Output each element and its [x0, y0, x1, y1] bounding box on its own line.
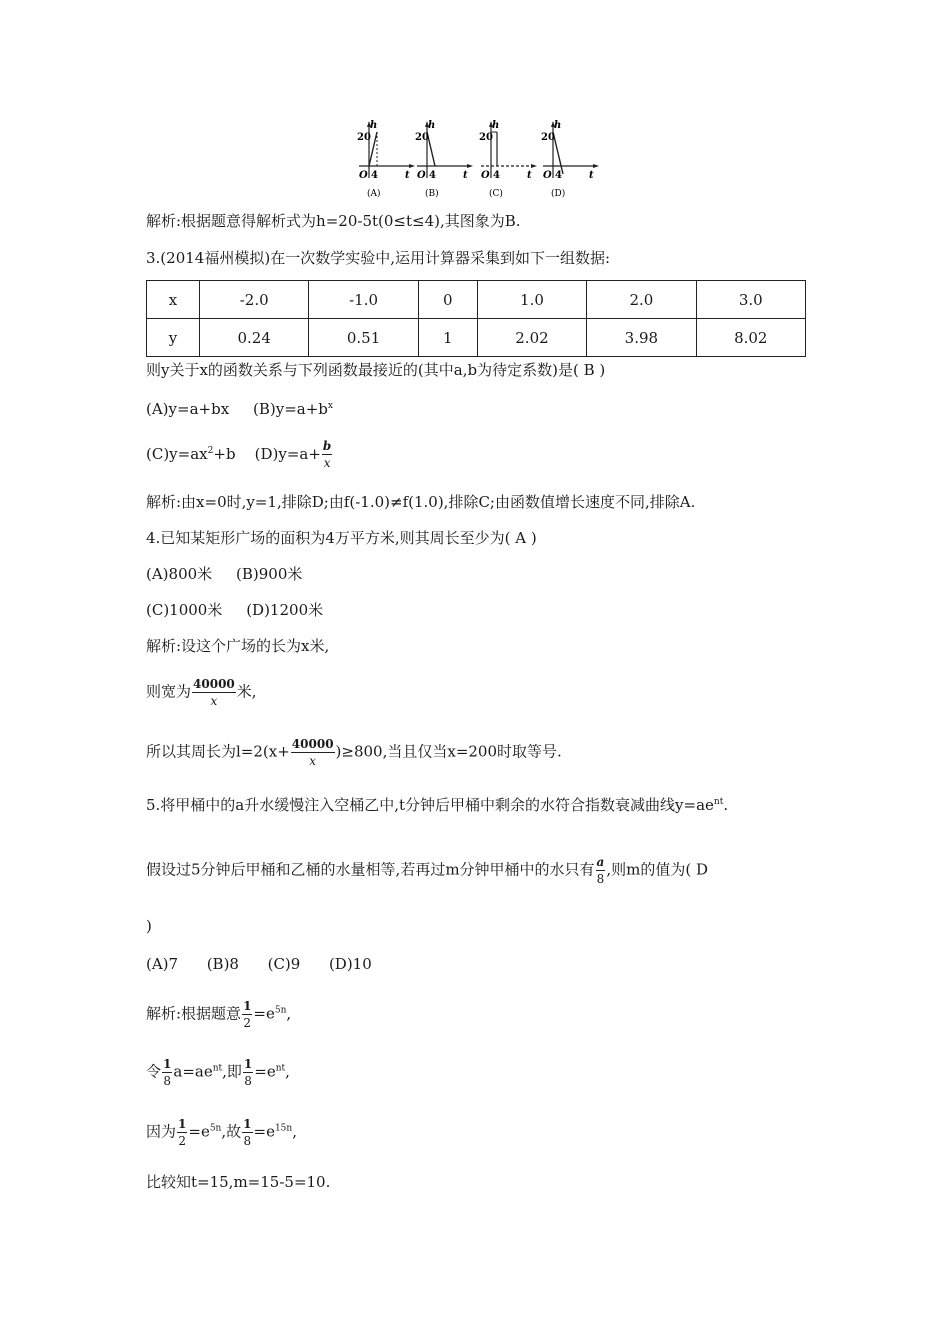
svg-text:20: 20	[479, 132, 493, 143]
fraction: $\frac{40000}{x}$	[291, 737, 334, 768]
graph-a	[355, 118, 415, 200]
svg-text:(D): (D)	[551, 189, 566, 199]
answer-graphs	[355, 118, 605, 200]
q5-solution-4: 比较知t=15,m=15-5=10.	[146, 1173, 331, 1191]
table-cell: 3.98	[587, 319, 696, 357]
svg-text:t: t	[405, 170, 410, 181]
fraction: $\frac{a}{8}$	[596, 855, 605, 886]
svg-text:h: h	[492, 120, 500, 131]
q4-stem: 4.已知某矩形广场的面积为4万平方米,则其周长至少为( A )	[146, 529, 537, 547]
graph-d	[539, 118, 599, 200]
q4-option-c: (C)1000米	[146, 601, 223, 619]
table-cell: 0.24	[200, 319, 309, 357]
table-cell: 2.02	[477, 319, 586, 357]
graph-b	[413, 118, 473, 200]
svg-text:t: t	[463, 170, 468, 181]
graph-d-plot	[539, 118, 599, 200]
q5-stem: 5.将甲桶中的a升水缓慢注入空桶乙中,t分钟后甲桶中剩余的水符合指数衰减曲线$y=ae^{nt}$.	[146, 796, 729, 814]
svg-text:O: O	[481, 170, 490, 181]
svg-text:4: 4	[371, 170, 378, 181]
q2-solution: 解析:根据题意得解析式为h=20-5t(0≤t≤4),其图象为B.	[146, 212, 521, 230]
q3-options-ab	[146, 396, 333, 419]
q4-options-ab	[146, 564, 302, 584]
fraction: $\frac{1}{2}$	[178, 1117, 187, 1148]
svg-text:(A): (A)	[367, 189, 381, 199]
table-cell: 1	[418, 319, 477, 357]
table-cell: 0.51	[309, 319, 418, 357]
table-cell: 1.0	[477, 281, 586, 319]
table-row	[147, 281, 806, 319]
q5-solution-1: 解析:根据题意 $\frac{1}{2}$ $=e^{5n}$,	[146, 999, 292, 1030]
q5-option-d: (D)10	[328, 955, 372, 973]
table-cell: -2.0	[200, 281, 309, 319]
svg-text:20: 20	[357, 132, 371, 143]
q4-option-a: (A)800米	[146, 565, 213, 583]
svg-text:(B): (B)	[425, 189, 439, 199]
q4-option-b: (B)900米	[236, 565, 303, 583]
table-cell: 8.02	[696, 319, 805, 357]
q5-solution-2: 令 $\frac{1}{8}$ $a=ae^{nt}$,即 $\frac{1}{8}$ $=e^{nt}$,	[146, 1057, 290, 1088]
svg-text:(C): (C)	[489, 189, 503, 199]
q5-option-b: (B)8	[206, 955, 239, 973]
fraction: $\frac{1}{8}$	[243, 1117, 252, 1148]
svg-text:O: O	[417, 170, 426, 181]
table-cell: y	[147, 319, 200, 357]
q4-option-d: (D)1200米	[246, 601, 324, 619]
q5-stem-2: 假设过5分钟后甲桶和乙桶的水量相等,若再过m分钟甲桶中的水只有 $\frac{a}{8}$ ,则m的值为( D	[146, 855, 708, 886]
svg-text:h: h	[370, 120, 378, 131]
q5-option-a: (A)7	[146, 955, 179, 973]
fraction: $\frac{1}{2}$	[243, 999, 252, 1030]
q3-option-b: $(B)y=a+b^x$	[253, 400, 333, 418]
table-cell: x	[147, 281, 200, 319]
fraction: $\frac{40000}{x}$	[193, 677, 235, 708]
graph-c-plot	[477, 118, 537, 200]
svg-text:4: 4	[493, 170, 500, 181]
table-cell: 3.0	[696, 281, 805, 319]
fraction: $\frac{1}{8}$	[163, 1057, 172, 1088]
fraction: $\frac{1}{8}$	[243, 1057, 253, 1088]
svg-text:t: t	[589, 170, 594, 181]
svg-text:O: O	[359, 170, 368, 181]
table-cell: 0	[418, 281, 477, 319]
svg-text:20: 20	[541, 132, 555, 143]
fraction: $\frac{b}{x}$	[322, 439, 332, 470]
q3-option-c: $(C)y=ax^2+b$	[146, 444, 236, 463]
q4-options-cd	[146, 600, 323, 620]
graph-b-plot	[413, 118, 473, 200]
q5-options	[146, 954, 372, 974]
table-cell: -1.0	[309, 281, 418, 319]
q4-solution-2: 则宽为 $\frac{40000}{x}$ 米,	[146, 677, 257, 708]
graph-a-plot	[355, 118, 415, 200]
q3-option-d: (D)y=a+ $\frac{b}{x}$	[254, 439, 332, 470]
svg-text:h: h	[554, 120, 562, 131]
q5-stem-3: )	[146, 917, 152, 935]
q5-solution-3: 因为 $\frac{1}{2}$ $=e^{5n}$,故 $\frac{1}{8}$ $=e^{15n}$,	[146, 1117, 297, 1148]
svg-text:4: 4	[429, 170, 436, 181]
q4-solution-1: 解析:设这个广场的长为x米,	[146, 637, 330, 655]
q3-question: 则y关于x的函数关系与下列函数最接近的(其中a,b为待定系数)是( B )	[146, 361, 606, 379]
q5-option-c: (C)9	[267, 955, 301, 973]
q4-solution-3: 所以其周长为l=2(x+ $\frac{40000}{x}$ )≥800,当且仅当x=200时取等号.	[146, 737, 562, 768]
svg-text:h: h	[428, 120, 436, 131]
q3-solution: 解析:由x=0时,y=1,排除D;由f(-1.0)≠f(1.0),排除C;由函数值增长速度不同,排除A.	[146, 493, 696, 511]
table-row	[147, 319, 806, 357]
q3-stem: 3.(2014福州模拟)在一次数学实验中,运用计算器采集到如下一组数据:	[146, 249, 611, 267]
svg-text:20: 20	[415, 132, 429, 143]
q3-option-a: (A)y=a+bx	[146, 400, 230, 418]
q3-data-table	[146, 280, 806, 357]
table-cell: 2.0	[587, 281, 696, 319]
svg-text:O: O	[543, 170, 552, 181]
svg-text:4: 4	[555, 170, 562, 181]
graph-c	[477, 118, 537, 200]
svg-text:t: t	[527, 170, 532, 181]
q3-options-cd	[146, 438, 333, 471]
